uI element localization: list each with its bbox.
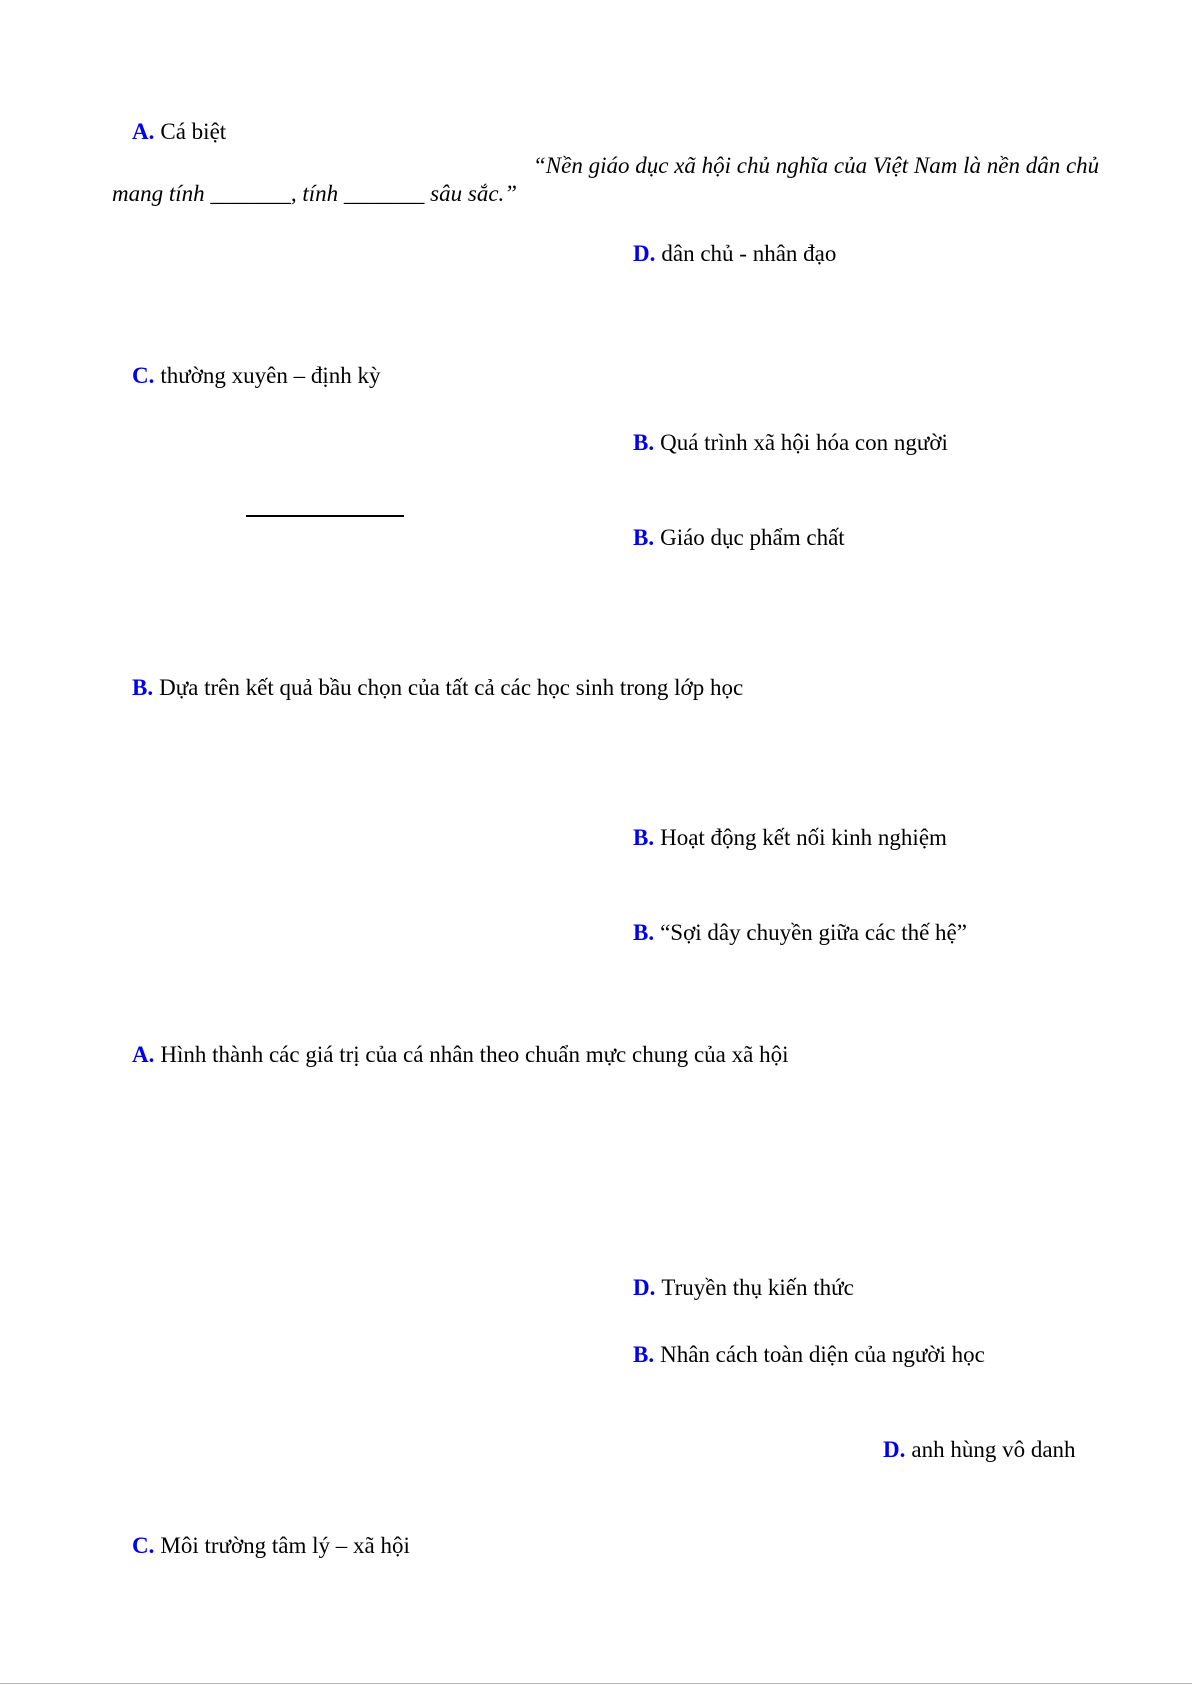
- answer-option: [633, 824, 947, 852]
- option-text: Quá trình xã hội hóa con người: [660, 430, 948, 455]
- page-bottom-border: [0, 1683, 1192, 1684]
- answer-option: [132, 1041, 788, 1069]
- horizontal-rule: [246, 515, 404, 517]
- option-letter: C.: [132, 363, 155, 388]
- answer-option: [633, 1274, 854, 1302]
- option-letter: B.: [132, 675, 154, 700]
- option-letter: A.: [132, 1042, 155, 1067]
- option-text: “Sợi dây chuyền giữa các thế hệ”: [660, 920, 967, 945]
- option-text: thường xuyên – định kỳ: [160, 363, 381, 388]
- option-text: Nhân cách toàn diện của người học: [660, 1342, 985, 1367]
- option-letter: D.: [633, 1275, 656, 1300]
- option-text: anh hùng vô danh: [911, 1437, 1076, 1462]
- option-letter: B.: [633, 1342, 655, 1367]
- option-text: Dựa trên kết quả bầu chọn của tất cả các học sinh trong lớp học: [159, 675, 744, 700]
- option-text: Môi trường tâm lý – xã hội: [160, 1533, 410, 1558]
- answer-option: [132, 674, 743, 702]
- option-text: Hoạt động kết nối kinh nghiệm: [660, 825, 947, 850]
- answer-option: [132, 1532, 410, 1560]
- quote-line-2: mang tính _______, tính _______ sâu sắc.”: [112, 181, 518, 206]
- option-text: dân chủ - nhân đạo: [661, 241, 837, 266]
- option-text: Cá biệt: [160, 119, 227, 144]
- option-letter: D.: [633, 241, 656, 266]
- option-letter: B.: [633, 825, 655, 850]
- answer-option: [132, 362, 381, 390]
- answer-option: [633, 429, 948, 457]
- option-letter: D.: [883, 1437, 906, 1462]
- answer-option: [633, 919, 967, 947]
- option-letter: B.: [633, 920, 655, 945]
- option-text: Giáo dục phẩm chất: [660, 525, 845, 550]
- answer-option: [633, 240, 836, 268]
- answer-option: [633, 524, 845, 552]
- option-letter: B.: [633, 430, 655, 455]
- answer-option: [883, 1436, 1076, 1464]
- option-letter: C.: [132, 1533, 155, 1558]
- option-text: Hình thành các giá trị của cá nhân theo chuẩn mực chung của xã hội: [160, 1042, 789, 1067]
- option-text: Truyền thụ kiến thức: [661, 1275, 854, 1300]
- option-letter: B.: [633, 525, 655, 550]
- answer-option: [633, 1341, 985, 1369]
- option-letter: A.: [132, 119, 155, 144]
- quote-line-1: “Nền giáo dục xã hội chủ nghĩa của Việt Nam là nền dân chủ: [533, 153, 1100, 178]
- answer-option: [132, 118, 226, 146]
